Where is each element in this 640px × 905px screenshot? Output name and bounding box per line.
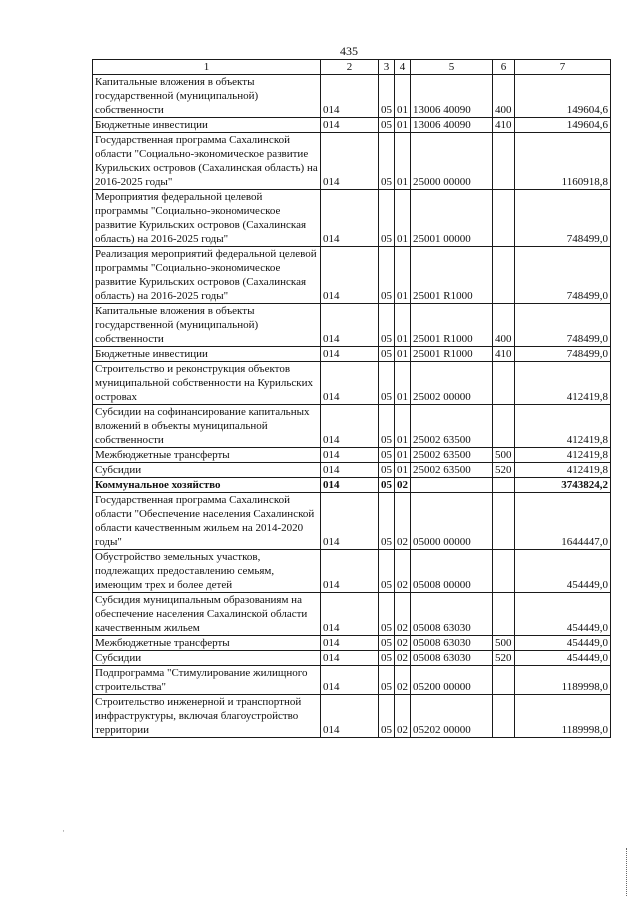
column-header: 7 [515,60,611,75]
amount: 454449,0 [515,651,611,666]
ministry-code: 014 [321,666,379,695]
target-article-code: 05008 63030 [411,593,493,636]
subsection-code: 02 [395,593,411,636]
expense-type-code [493,493,515,550]
subsection-code: 02 [395,651,411,666]
column-header: 3 [379,60,395,75]
section-code: 05 [379,550,395,593]
item-name: Капитальные вложения в объекты государственной (муниципальной) собственности [93,75,321,118]
section-code: 05 [379,493,395,550]
subsection-code: 02 [395,636,411,651]
table-row [93,636,611,651]
subsection-code: 01 [395,75,411,118]
item-name: Государственная программа Сахалинской области "Социально-экономическое развитие Курильских островов (Сахалинская область) на 2016-2025 годы" [93,133,321,190]
section-code: 05 [379,75,395,118]
amount: 454449,0 [515,550,611,593]
table-row [93,593,611,636]
amount: 1189998,0 [515,666,611,695]
table-row [93,695,611,738]
amount: 412419,8 [515,448,611,463]
item-name: Строительство инженерной и транспортной инфраструктуры, включая благоустройство территории [93,695,321,738]
table-row [93,463,611,478]
expense-type-code: 520 [493,651,515,666]
table-row [93,190,611,247]
item-name: Государственная программа Сахалинской области "Обеспечение населения Сахалинской области качественным жильем на 2014-2020 годы" [93,493,321,550]
section-code: 05 [379,362,395,405]
section-code: 05 [379,478,395,493]
table-header-row [93,60,611,75]
subsection-code: 01 [395,247,411,304]
target-article-code: 25002 00000 [411,362,493,405]
target-article-code: 05000 00000 [411,493,493,550]
budget-table [92,59,611,738]
subsection-code: 01 [395,133,411,190]
table-row [93,478,611,493]
column-header: 4 [395,60,411,75]
ministry-code: 014 [321,550,379,593]
expense-type-code [493,190,515,247]
expense-type-code: 500 [493,636,515,651]
table-row [93,247,611,304]
section-code: 05 [379,133,395,190]
expense-type-code: 500 [493,448,515,463]
item-name: Субсидии [93,651,321,666]
item-name: Межбюджетные трансферты [93,636,321,651]
target-article-code: 25002 63500 [411,463,493,478]
table-row [93,362,611,405]
item-name: Мероприятия федеральной целевой программы "Социально-экономическое развитие Курильских островов (Сахалинская область) на 2016-2025 годы" [93,190,321,247]
table-row [93,304,611,347]
table-row [93,405,611,448]
section-code: 05 [379,405,395,448]
target-article-code: 13006 40090 [411,118,493,133]
item-name: Межбюджетные трансферты [93,448,321,463]
item-name: Субсидия муниципальным образованиям на обеспечение населения Сахалинской области качественным жильем [93,593,321,636]
table-row [93,493,611,550]
table-row [93,651,611,666]
item-name: Капитальные вложения в объекты государственной (муниципальной) собственности [93,304,321,347]
amount: 748499,0 [515,190,611,247]
table-row [93,75,611,118]
table-row [93,666,611,695]
item-name: Субсидии [93,463,321,478]
scan-edge-mark [626,848,628,896]
target-article-code: 25001 R1000 [411,347,493,362]
expense-type-code: 400 [493,75,515,118]
ministry-code: 014 [321,190,379,247]
ministry-code: 014 [321,133,379,190]
subsection-code: 01 [395,190,411,247]
amount: 149604,6 [515,75,611,118]
amount: 454449,0 [515,593,611,636]
ministry-code: 014 [321,651,379,666]
subsection-code: 02 [395,478,411,493]
ministry-code: 014 [321,463,379,478]
table-row [93,448,611,463]
expense-type-code [493,593,515,636]
ministry-code: 014 [321,347,379,362]
target-article-code: 05008 63030 [411,636,493,651]
page-number: 435 [340,44,358,58]
subsection-code: 01 [395,463,411,478]
budget-table-body [93,60,611,738]
section-code: 05 [379,593,395,636]
item-name: Строительство и реконструкция объектов муниципальной собственности на Курильских островах [93,362,321,405]
target-article-code: 25002 63500 [411,405,493,448]
section-code: 05 [379,304,395,347]
ministry-code: 014 [321,636,379,651]
subsection-code: 01 [395,362,411,405]
amount: 1189998,0 [515,695,611,738]
table-row [93,347,611,362]
ministry-code: 014 [321,493,379,550]
amount: 412419,8 [515,362,611,405]
subsection-code: 02 [395,493,411,550]
expense-type-code [493,478,515,493]
amount: 149604,6 [515,118,611,133]
section-code: 05 [379,666,395,695]
item-name: Реализация мероприятий федеральной целевой программы "Социально-экономическое развитие Курильских островов (Сахалинская область) на 2016-2025 годы" [93,247,321,304]
target-article-code: 25000 00000 [411,133,493,190]
expense-type-code: 520 [493,463,515,478]
column-header: 1 [93,60,321,75]
target-article-code: 05200 00000 [411,666,493,695]
section-code: 05 [379,463,395,478]
target-article-code: 25001 R1000 [411,304,493,347]
table-row [93,550,611,593]
ministry-code: 014 [321,448,379,463]
expense-type-code [493,405,515,448]
expense-type-code [493,695,515,738]
expense-type-code [493,362,515,405]
subsection-code: 02 [395,695,411,738]
ministry-code: 014 [321,695,379,738]
subsection-code: 02 [395,550,411,593]
amount: 3743824,2 [515,478,611,493]
target-article-code [411,478,493,493]
amount: 1644447,0 [515,493,611,550]
subsection-code: 01 [395,347,411,362]
subsection-code: 01 [395,405,411,448]
amount: 748499,0 [515,304,611,347]
target-article-code: 25001 R1000 [411,247,493,304]
subsection-code: 02 [395,666,411,695]
section-code: 05 [379,636,395,651]
ministry-code: 014 [321,75,379,118]
expense-type-code [493,666,515,695]
expense-type-code: 410 [493,347,515,362]
expense-type-code [493,133,515,190]
item-name: Бюджетные инвестиции [93,347,321,362]
ministry-code: 014 [321,362,379,405]
subsection-code: 01 [395,304,411,347]
section-code: 05 [379,247,395,304]
column-header: 6 [493,60,515,75]
ministry-code: 014 [321,593,379,636]
column-header: 2 [321,60,379,75]
amount: 748499,0 [515,247,611,304]
item-name: Субсидии на софинансирование капитальных вложений в объекты муниципальной собственности [93,405,321,448]
item-name: Обустройство земельных участков, подлежащих предоставлению семьям, имеющим трех и более детей [93,550,321,593]
amount: 412419,8 [515,405,611,448]
target-article-code: 05008 63030 [411,651,493,666]
subsection-code: 01 [395,448,411,463]
scan-artifact: · [62,826,65,836]
ministry-code: 014 [321,247,379,304]
expense-type-code [493,550,515,593]
expense-type-code: 410 [493,118,515,133]
section-code: 05 [379,190,395,247]
ministry-code: 014 [321,118,379,133]
target-article-code: 25001 00000 [411,190,493,247]
section-code: 05 [379,695,395,738]
target-article-code: 25002 63500 [411,448,493,463]
section-code: 05 [379,118,395,133]
target-article-code: 05008 00000 [411,550,493,593]
ministry-code: 014 [321,478,379,493]
item-name: Подпрограмма "Стимулирование жилищного строительства" [93,666,321,695]
subsection-code: 01 [395,118,411,133]
section-code: 05 [379,448,395,463]
table-row [93,133,611,190]
amount: 1160918,8 [515,133,611,190]
amount: 454449,0 [515,636,611,651]
section-code: 05 [379,651,395,666]
section-code: 05 [379,347,395,362]
amount: 412419,8 [515,463,611,478]
target-article-code: 05202 00000 [411,695,493,738]
item-name: Бюджетные инвестиции [93,118,321,133]
target-article-code: 13006 40090 [411,75,493,118]
expense-type-code [493,247,515,304]
item-name: Коммунальное хозяйство [93,478,321,493]
column-header: 5 [411,60,493,75]
ministry-code: 014 [321,405,379,448]
table-row [93,118,611,133]
expense-type-code: 400 [493,304,515,347]
amount: 748499,0 [515,347,611,362]
ministry-code: 014 [321,304,379,347]
